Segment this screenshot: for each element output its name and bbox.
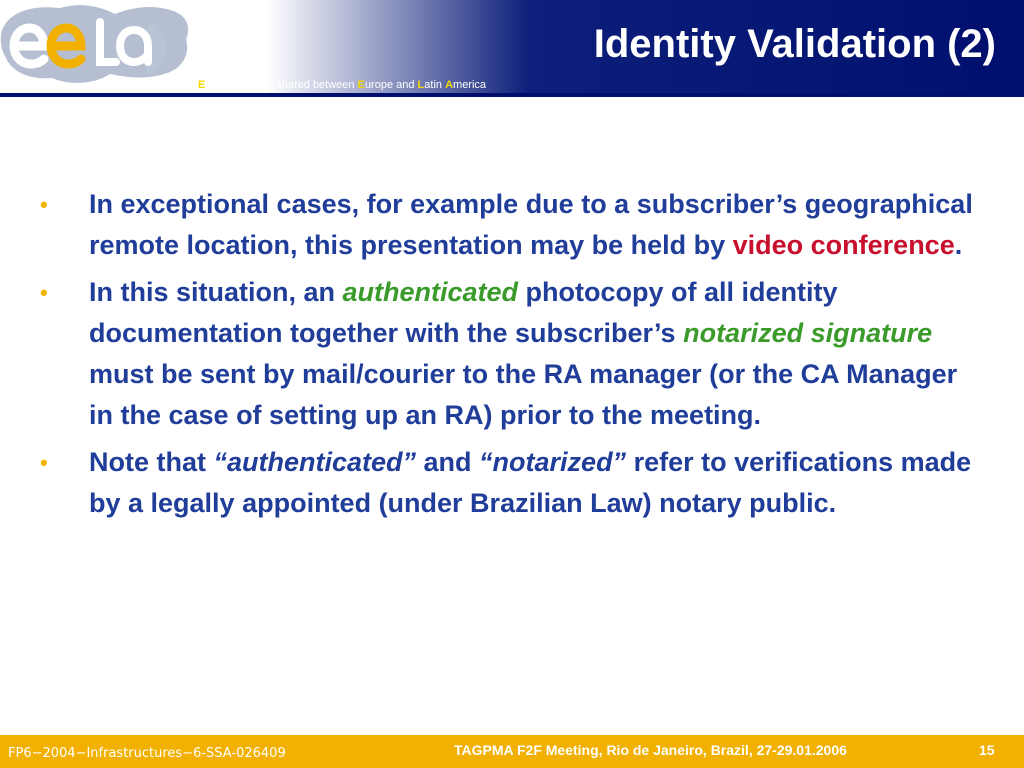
bullet-item: • Note that “authenticated” and “notarized” refer to verifications made by a legally appointed (under Brazilian Law) notary public. (40, 442, 980, 524)
bullet-item: • In this situation, an authenticated photocopy of all identity documentation together with the subscriber’s notarized signature must be sent by mail/courier to the RA manager (or the CA Manager in the case of setting up an RA) prior to the meeting. (40, 272, 980, 436)
term-notarized: “notarized” (479, 447, 627, 477)
highlight-authenticated: authenticated (342, 277, 519, 307)
tagline: E-infrastructure shared between Europe and Latin America (198, 79, 487, 91)
bullet-dot: • (40, 192, 48, 217)
meeting-info: TAGPMA F2F Meeting, Rio de Janeiro, Brazil, 27-29.01.2006 (454, 742, 847, 758)
highlight-video-conference: video conference (732, 230, 955, 260)
bullet-dot: • (40, 280, 48, 305)
slide-footer (0, 735, 1024, 768)
bullet-list (40, 184, 980, 530)
header-rule (0, 93, 1024, 97)
highlight-notarized-signature: notarized signature (683, 318, 933, 348)
eela-logo (0, 0, 200, 93)
slide-title: Identity Validation (2) (593, 22, 996, 66)
bullet-dot: • (40, 450, 48, 475)
project-code: FP6−2004−Infrastructures−6-SSA-026409 (8, 746, 286, 761)
bullet-item: • In exceptional cases, for example due to a subscriber’s geographical remote location, this presentation may be held by video conference. (40, 184, 980, 266)
page-number: 15 (979, 742, 995, 758)
slide-header (0, 0, 1024, 97)
term-authenticated: “authenticated” (213, 447, 417, 477)
